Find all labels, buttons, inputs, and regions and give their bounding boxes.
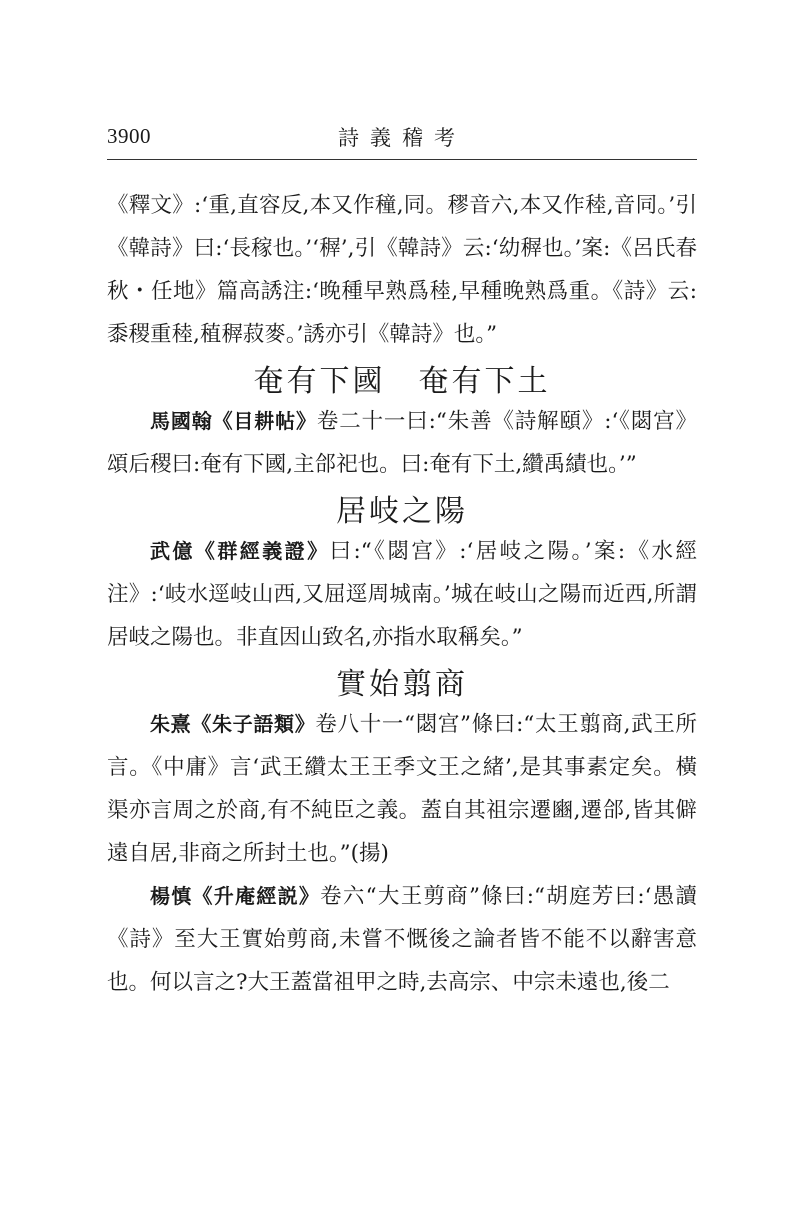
paragraph-text: 卷六“大王剪商”條曰:“胡庭芳曰:‘愚讀《詩》至大王實始剪商,未嘗不慨後之論者皆不能不以辭害意也。何以言之?大王蓋當祖甲之時,去高宗、中宗未遠也,後二 [107,884,697,995]
paragraph-text: 卷八十一“閟宫”條曰:“太王翦商,武王所言。《中庸》言‘武王纘太王王季文王之緒’,是其事素定矣。橫渠亦言周之於商,有不純臣之義。蓋自其祖宗遷豳,遷郃,皆其僻遠自居,非商之所封土也。”(揚) [107,712,698,866]
cited-author: 馬國翰《目耕帖》 [150,409,317,433]
section-3-paragraph-1 [107,703,697,875]
cited-author: 朱熹《朱子語類》 [150,712,316,736]
section-heading-3: 實始翦商 [336,667,468,702]
page-header [107,122,697,156]
section-heading-2: 居岐之陽 [336,494,468,529]
section-2-paragraph [107,530,697,659]
section-3-paragraph-2 [107,875,697,1004]
paragraph-text: 曰:“《閟宫》:‘居岐之陽。’案:《水經注》:‘岐水逕岐山西,又屈逕周城南。’城在岐山之陽而近西,所謂居岐之陽也。非直因山致名,亦指水取稱矣。” [107,539,697,650]
running-title: 詩義稽考 [338,126,466,150]
header-rule [107,159,697,160]
page-number: 3900 [107,124,151,148]
section-1-paragraph [107,400,697,486]
intro-paragraph: 《釋文》:‘重,直容反,本又作穜,同。穋音六,本又作稑,音同。’引《韓詩》曰:‘長稼也。’‘稺’,引《韓詩》云:‘幼稺也。’案:《呂氏春秋・任地》篇高誘注:‘晚種早熟爲稑,早種晚熟爲重。《詩》云:黍稷重稑,稙稺菽麥。’誘亦引《韓詩》也。” [107,193,697,347]
cited-author: 武億《群經義證》 [150,539,330,563]
cited-author: 楊慎《升庵經説》 [150,884,321,908]
paragraph-text: 卷二十一曰:“朱善《詩解頤》:‘《閟宫》頌后稷曰:奄有下國,主郃祀也。曰:奄有下土,纘禹績也。’” [107,409,697,477]
page-body [107,184,697,1004]
section-heading-1: 奄有下國 奄有下土 [253,364,551,399]
